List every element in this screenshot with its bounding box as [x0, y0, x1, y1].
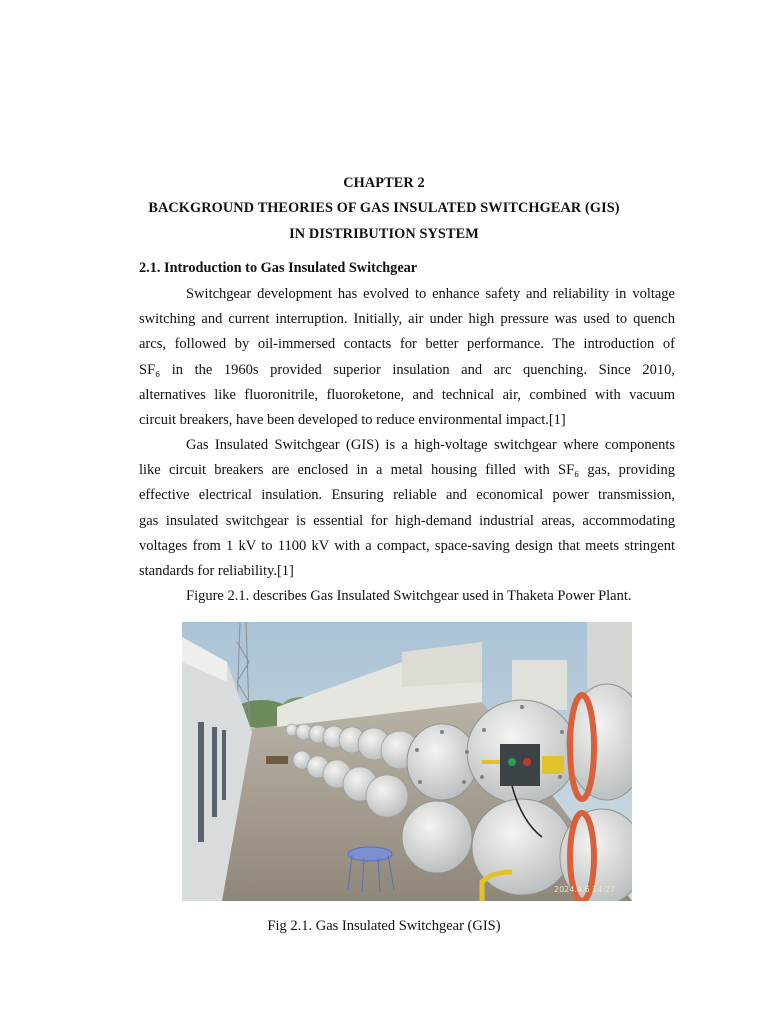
paragraph-2 [139, 433, 675, 584]
paragraph-1-line: circuit breakers, have been developed to reduce environmental impact.[1] [139, 412, 566, 429]
paragraph-2-line: gas insulated switchgear is essential for high-demand industrial areas, accommodating [139, 512, 675, 529]
paragraph-2-line: standards for reliability.[1] [139, 563, 294, 580]
section-title: 2.1. Introduction to Gas Insulated Switchgear [139, 260, 418, 276]
paragraph-3-line: Figure 2.1. describes Gas Insulated Switchgear used in Thaketa Power Plant. [186, 588, 632, 604]
paragraph-2-line: like circuit breakers are enclosed in a metal housing filled with SF₆ gas, providing [139, 462, 675, 479]
chapter-title-line-2: IN DISTRIBUTION SYSTEM [289, 226, 479, 242]
gis-photo [182, 622, 632, 901]
paragraph-1-line: Switchgear development has evolved to enhance safety and reliability in voltage [186, 286, 675, 302]
chapter-title-line-1: BACKGROUND THEORIES OF GAS INSULATED SWITCHGEAR (GIS) [148, 200, 620, 216]
paragraph-2-line: effective electrical insulation. Ensuring reliable and economical power transmission, [139, 487, 675, 504]
paragraph-1-line: SF₆ in the 1960s provided superior insulation and arc quenching. Since 2010, [139, 361, 675, 378]
paragraph-1 [139, 282, 675, 433]
paragraph-1-line: alternatives like fluoronitrile, fluoroketone, and technical air, combined with vacuum [139, 386, 675, 403]
photo-timestamp: 2024.4.6 14:27 [554, 885, 616, 894]
paragraph-1-line: arcs, followed by oil-immersed contacts for better performance. The introduction of [139, 336, 675, 353]
paragraph-2-line: Gas Insulated Switchgear (GIS) is a high-voltage switchgear where components [186, 437, 675, 453]
paragraph-1-line: switching and current interruption. Initially, air under high pressure was used to quench [139, 311, 675, 328]
paragraph-2-line: voltages from 1 kV to 1100 kV with a compact, space-saving design that meets stringent [139, 537, 675, 554]
chapter-number: CHAPTER 2 [343, 175, 425, 191]
figure-caption: Fig 2.1. Gas Insulated Switchgear (GIS) [267, 918, 501, 934]
paragraph-3 [139, 584, 675, 609]
